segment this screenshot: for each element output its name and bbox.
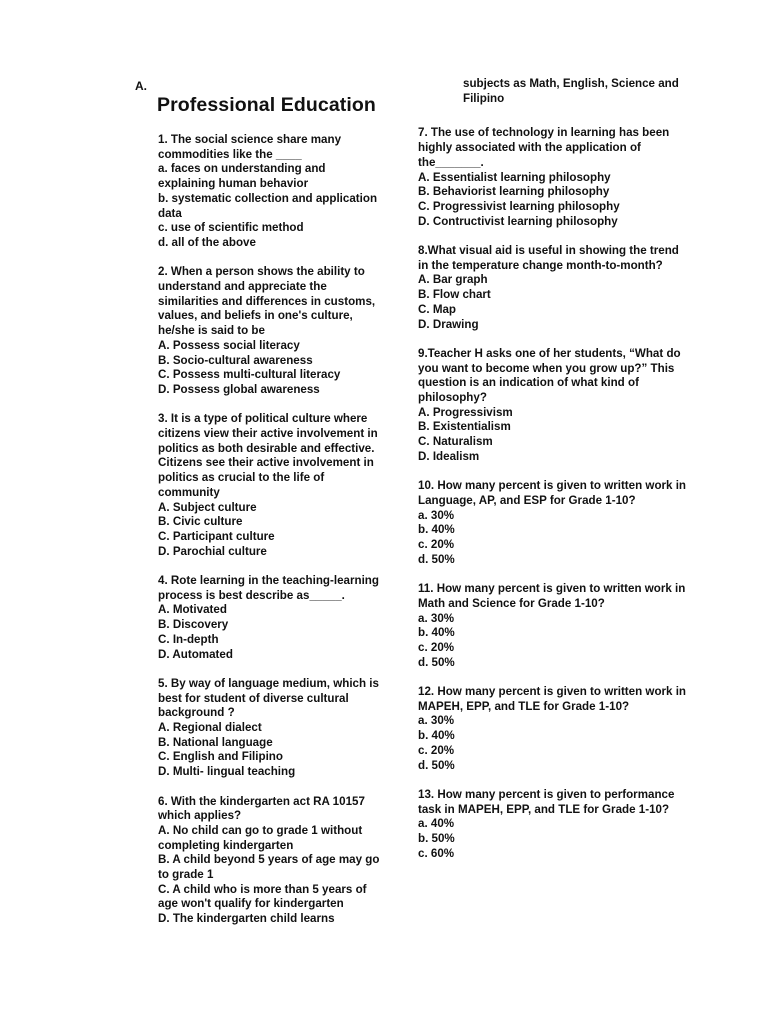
answer-option: B. National language [158,735,273,749]
answer-option: c. 20% [418,743,455,757]
answer-option: b. 40% [418,523,455,537]
answer-option: C. Naturalism [418,435,493,449]
answer-option: A. Regional dialect [158,721,262,735]
question-stem: 1. The social science share many commodities like the ____ [158,133,342,161]
answer-option: d. all of the above [158,235,256,249]
question-block [158,795,380,927]
answer-option: D. Idealism [418,449,480,463]
answer-option: a. 30% [418,508,455,522]
question-stem: 6. With the kindergarten act RA 10157 which applies? [158,794,365,823]
answer-options [418,509,686,568]
answer-option: A. Progressivism [418,405,513,419]
answer-option: D. Multi- lingual teaching [158,765,296,779]
right-column [418,77,686,876]
right-question-list [418,126,686,861]
question-block [158,265,380,397]
page-title: Professional Education [157,94,376,116]
answer-option: C. In-depth [158,632,219,646]
answer-options [418,171,686,230]
answer-option: A. Possess social literacy [158,338,300,352]
answer-option: b. 40% [418,626,455,640]
answer-option: D. The kindergarten child learns [158,912,335,926]
question-stem: 11. How many percent is given to written work in Math and Science for Grade 1-10? [418,582,686,610]
answer-options [418,714,686,773]
question-stem: 7. The use of technology in learning has been highly associated with the application of the_______. [418,126,670,169]
answer-options [158,603,380,662]
question-stem: 13. How many percent is given to performance task in MAPEH, EPP, and TLE for Grade 1-10? [418,787,675,816]
answer-options [158,501,380,560]
answer-option: C. A child who is more than 5 years of age won't qualify for kindergarten [158,882,367,911]
question-block [158,412,380,559]
answer-option: c. 60% [418,846,455,860]
answer-option: C. English and Filipino [158,750,283,764]
answer-option: A. Bar graph [418,273,488,287]
question-stem: 5. By way of language medium, which is best for student of diverse cultural background ? [158,676,379,720]
answer-option: D. Automated [158,647,233,661]
question-block [418,685,686,773]
answer-option: d. 50% [418,655,455,669]
answer-options [158,721,380,780]
answer-option: B. Behaviorist learning philosophy [418,185,610,199]
answer-options [418,273,686,332]
answer-option: B. A child beyond 5 years of age may go to grade 1 [158,853,380,882]
answer-option: b. 50% [418,832,455,846]
question-block [418,479,686,567]
answer-options [418,406,686,465]
answer-option: a. 30% [418,611,455,625]
question-stem: 3. It is a type of political culture where citizens view their active involvement in politics as both desirable and effective. Citizens see their active involvement in politics as crucial to the life of community [158,412,378,499]
answer-option: D. Possess global awareness [158,382,320,396]
section-letter: A. [135,79,147,93]
answer-option: D. Drawing [418,317,479,331]
question-stem: 4. Rote learning in the teaching-learning process is best describe as_____. [158,574,379,602]
question-stem: 10. How many percent is given to written work in Language, AP, and ESP for Grade 1-10? [418,479,687,507]
answer-option: C. Participant culture [158,529,275,543]
answer-options [158,162,380,250]
answer-option: B. Existentialism [418,420,511,434]
question-stem: 8.What visual aid is useful in showing the trend in the temperature change month-to-month? [418,244,679,272]
answer-options [158,824,380,927]
answer-option: A. No child can go to grade 1 without completing kindergarten [158,823,363,852]
answer-option: D. Parochial culture [158,544,267,558]
answer-options [158,339,380,398]
answer-option: d. 50% [418,552,455,566]
question-block [418,244,686,332]
question-block [418,347,686,465]
answer-option: a. 30% [418,714,455,728]
question-stem: 9.Teacher H asks one of her students, “What do you want to become when you grow up?” This question is an indication of what kind of philosophy? [418,346,681,405]
answer-option: D. Contructivist learning philosophy [418,214,618,228]
answer-option: C. Possess multi-cultural literacy [158,368,341,382]
left-column [158,133,380,942]
question-stem: 12. How many percent is given to written work in MAPEH, EPP, and TLE for Grade 1-10? [418,685,687,713]
answer-option: c. 20% [418,640,455,654]
answer-options [418,612,686,671]
question-block [158,574,380,662]
question-block [158,133,380,251]
answer-option: A. Subject culture [158,500,257,514]
answer-option: a. faces on understanding and explaining human behavior [158,162,326,191]
question-block [418,582,686,670]
answer-options [418,817,686,861]
question-block [418,126,686,229]
question-block [158,677,380,780]
answer-option: d. 50% [418,758,455,772]
answer-option: B. Socio-cultural awareness [158,353,313,367]
answer-option: C. Map [418,302,457,316]
question-stem: 2. When a person shows the ability to understand and appreciate the similarities and differences in customs, values, and beliefs in one's culture, he/she is said to be [158,265,376,338]
answer-option: B. Civic culture [158,515,243,529]
question-block [418,788,686,862]
answer-option: b. 40% [418,729,455,743]
answer-option: b. systematic collection and application data [158,191,378,220]
answer-option: B. Flow chart [418,288,491,302]
answer-option: B. Discovery [158,618,229,632]
answer-option: A. Essentialist learning philosophy [418,170,611,184]
continued-option-text: subjects as Math, English, Science and Filipino [463,77,679,105]
answer-option: C. Progressivist learning philosophy [418,199,620,213]
answer-option: c. 20% [418,538,455,552]
answer-option: a. 40% [418,817,455,831]
answer-option: c. use of scientific method [158,221,304,235]
answer-option: A. Motivated [158,603,227,617]
